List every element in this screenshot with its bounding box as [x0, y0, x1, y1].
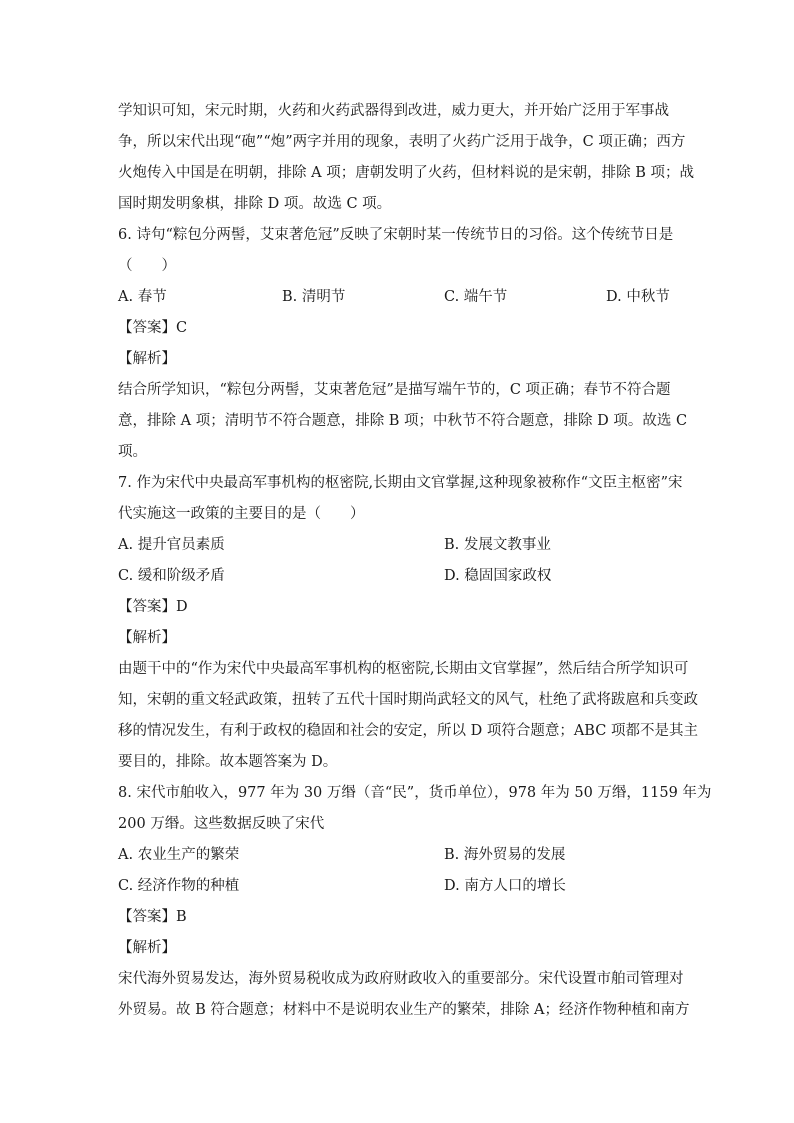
option-a: A. 提升官员素质 [118, 537, 225, 553]
question-stem: 代实施这一政策的主要目的是（ ） [118, 506, 365, 522]
analysis-line: 要目的，排除。故本题答案为 D。 [118, 754, 338, 770]
options-row [118, 282, 684, 313]
text-line: 学知识可知，宋元时期，火药和火药武器得到改进，威力更大，并开始广泛用于军事战 [118, 103, 669, 119]
intro-paragraph [118, 96, 695, 220]
answer-line: 【答案】D [118, 599, 188, 615]
answer-line: 【答案】B [118, 909, 187, 925]
option-d: D. 南方人口的增长 [444, 878, 566, 894]
options-row [118, 871, 684, 902]
analysis-label: 【解析】 [118, 940, 176, 956]
option-b: B. 发展文教事业 [444, 537, 551, 553]
text-line: 国时期发明象棋，排除 D 项。故选 C 项。 [118, 196, 392, 212]
question-8 [118, 778, 712, 1026]
analysis-line: 由题干中的“作为宋代中央最高军事机构的枢密院,长期由文官掌握”，然后结合所学知识可 [118, 661, 689, 677]
analysis-line: 宋代海外贸易发达，海外贸易税收成为政府财政收入的重要部分。宋代设置市舶司管理对 [118, 971, 684, 987]
text-line: 火炮传入中国是在明朝，排除 A 项；唐朝发明了火药，但材料说的是宋朝，排除 B 项；战 [118, 165, 695, 181]
question-stem: 7. 作为宋代中央最高军事机构的枢密院,长期由文官掌握,这种现象被称作“文臣主枢密”宋 [118, 475, 683, 491]
answer-line: 【答案】C [118, 320, 188, 336]
analysis-label: 【解析】 [118, 630, 176, 646]
question-6 [118, 220, 688, 468]
option-d: D. 中秋节 [606, 289, 670, 305]
question-stem: （ ） [118, 258, 176, 274]
options-row [118, 530, 684, 561]
option-a: A. 春节 [118, 289, 167, 305]
analysis-line: 项。 [118, 444, 147, 460]
analysis-line: 移的情况发生，有利于政权的稳固和社会的安定，所以 D 项符合题意；ABC 项都不是其主 [118, 723, 698, 739]
question-stem: 200 万缗。这些数据反映了宋代 [118, 816, 325, 832]
option-b: B. 清明节 [282, 289, 346, 305]
options-row [118, 561, 684, 592]
option-c: C. 缓和阶级矛盾 [118, 568, 225, 584]
analysis-label: 【解析】 [118, 351, 176, 367]
option-c: C. 经济作物的种植 [118, 878, 240, 894]
option-d: D. 稳固国家政权 [444, 568, 552, 584]
analysis-line: 外贸易。故 B 符合题意；材料中不是说明农业生产的繁荣，排除 A；经济作物种植和南方 [118, 1002, 690, 1018]
question-stem: 6. 诗句“粽包分两髻，艾束著危冠”反映了宋朝时某一传统节日的习俗。这个传统节日是 [118, 227, 674, 243]
analysis-line: 知，宋朝的重文轻武政策，扭转了五代十国时期尚武轻文的风气，杜绝了武将跋扈和兵变政 [118, 692, 698, 708]
question-stem: 8. 宋代市舶收入，977 年为 30 万缗（音“民”，货币单位），978 年为 50 万缗，1159 年为 [118, 785, 712, 801]
option-b: B. 海外贸易的发展 [444, 847, 566, 863]
options-row [118, 840, 684, 871]
option-c: C. 端午节 [444, 289, 508, 305]
analysis-line: 意，排除 A 项；清明节不符合题意，排除 B 项；中秋节不符合题意，排除 D 项。故选 C [118, 413, 688, 429]
text-line: 争，所以宋代出现“砲”“炮”两字并用的现象，表明了火药广泛用于战争，C 项正确；西方 [118, 134, 686, 150]
option-a: A. 农业生产的繁荣 [118, 847, 240, 863]
analysis-line: 结合所学知识，“粽包分两髻，艾束著危冠”是描写端午节的，C 项正确；春节不符合题 [118, 382, 671, 398]
question-7 [118, 468, 698, 778]
